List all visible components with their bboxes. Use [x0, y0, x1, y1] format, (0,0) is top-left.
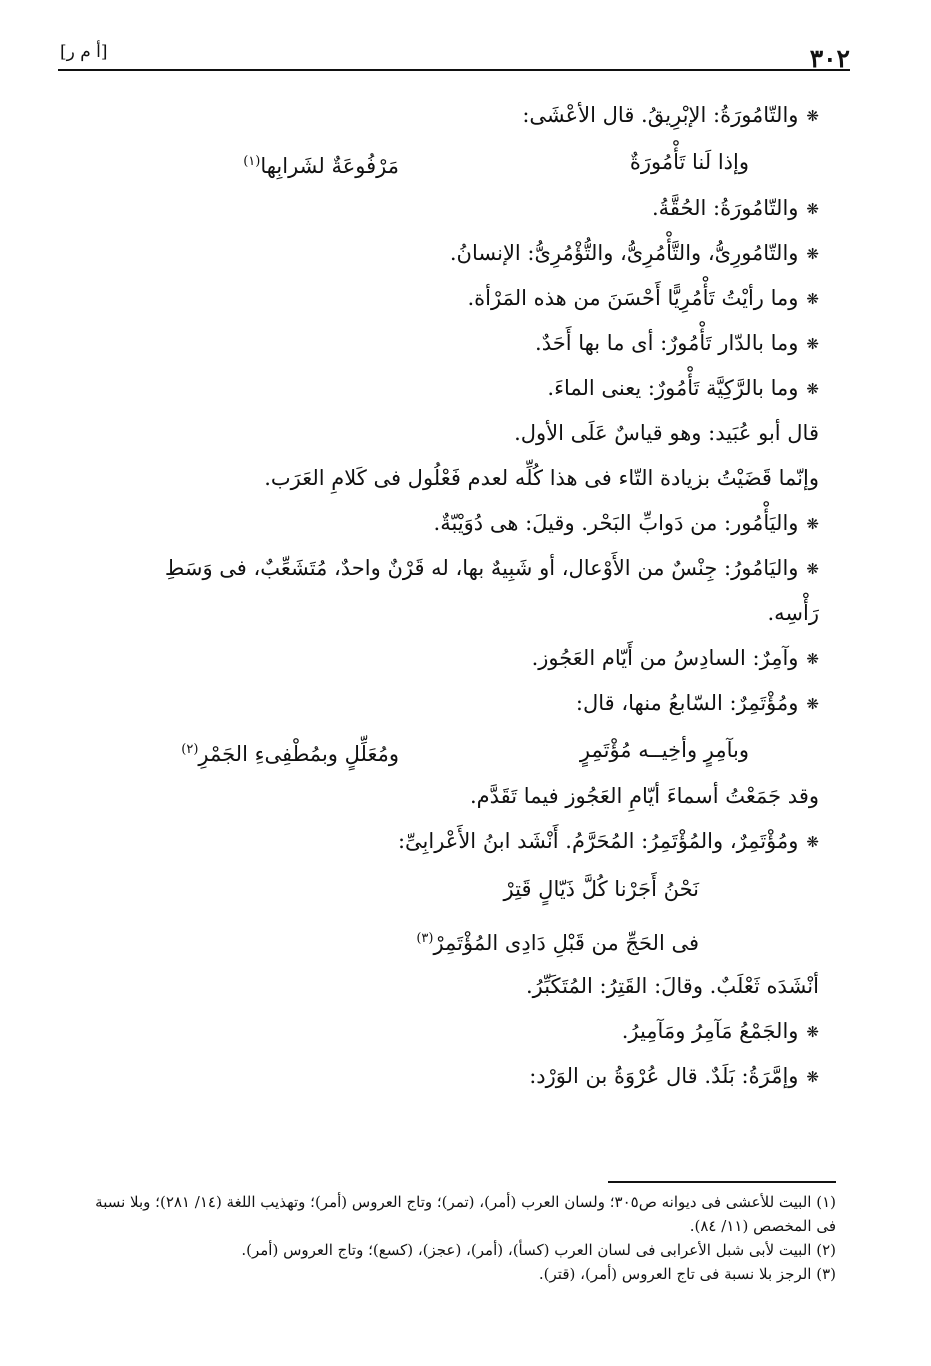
footnote-rule — [608, 1181, 836, 1183]
asterisk-icon: ❋ — [806, 515, 819, 533]
asterisk-icon: ❋ — [806, 650, 819, 668]
verse-hemistich: وبآمِرٍ وأخِيــه مُؤْتَمِرٍ — [579, 738, 749, 762]
footnote-ref: (٢) — [181, 742, 199, 757]
entry-line: ❋واليَأْمُور: من دَوابِّ البَحْر. وقيلَ: هى دُوَيْبّةٌ. — [433, 511, 819, 535]
text-line: رَأْسِه. — [767, 601, 819, 625]
main-text — [59, 93, 819, 1099]
entry-line: ❋وما بالدّار تَأْمُورٌ: أى ما بها أَحَدٌ. — [535, 331, 819, 355]
entry-line: ❋ومُؤْتَمِرٌ: السّابعُ منها، قال: — [575, 691, 819, 715]
verse-line — [59, 726, 819, 774]
footnote: (٢) البيت لأبى شبل الأعرابى فى لسان العرب (كسأ)، (أمر)، (عجز)، (كسع)؛ وتاج العروس (أمر). — [241, 1241, 836, 1259]
entry-line: ❋والتّامُورَةُ: الإبْرِيقُ. قال الأعْشَى: — [522, 103, 819, 127]
verse-hemistich: ومُعَلِّلٍ وبمُطْفِىءِ الجَمْرِ$^{(٢)}$ — [181, 742, 399, 766]
asterisk-icon: ❋ — [806, 107, 819, 125]
asterisk-icon: ❋ — [806, 1068, 819, 1086]
verse-hemistich: مَرْفُوعَةٌ لشَرابِها$^{(١)}$ — [243, 154, 399, 178]
footnote: (١) البيت للأعشى فى ديوانه ص٣٠٥؛ ولسان العرب (أمر)، (تمر)؛ وتاج العروس (أمر)؛ وتهذيب اللغة (١٤/ ٢٨١)؛ وبلا نسبة فى المخصص (١١/ ٨٤). — [95, 1193, 836, 1235]
entry-line: ❋وآمِرٌ: السادِسُ من أَيّام العَجُوز. — [531, 646, 819, 670]
verse-line: نَحْنُ أَجَرْنا كُلَّ ذَيّالٍ قَتِرْ — [503, 877, 699, 901]
text-line: وإنّما قَضَيْتُ بزيادة التّاء فى هذا كُلِّه لعدم فَعْلُول فى كَلامِ العَرَب. — [264, 466, 819, 490]
entry-line: ❋ومُؤْتَمِرٌ، والمُؤْتَمِرُ: المُحَرَّمُ. أَنْشَد ابنُ الأَعْرابِىِّ: — [397, 829, 819, 853]
entry-line: ❋والتّامُورِىُّ، والتَّأْمُرِىُّ، والتُّؤْمُرِىُّ: الإنسانُ. — [449, 241, 819, 265]
entry-line: ❋وما بالرَّكِيَّة تَأْمُورٌ: يعنى الماءَ. — [547, 376, 819, 400]
text-line: أنْشَدَه ثَعْلَبٌ. وقالَ: القَتِرُ: المُتَكَبِّرُ. — [525, 974, 819, 998]
verse-hemistich: وإذا لَنا تَأْمُورَةٌ — [629, 150, 749, 174]
asterisk-icon: ❋ — [806, 290, 819, 308]
entry-line: ❋والجَمْعُ مَآمِرُ ومَآمِيرُ. — [621, 1019, 819, 1043]
footnote: (٣) الرجز بلا نسبة فى تاج العروس (أمر)، (قتر). — [538, 1265, 836, 1283]
entry-line: ❋واليَامُورُ: جِنْسٌ من الأَوْعال، أو شَبِيهٌ بها، له قَرْنٌ واحدٌ، مُتَشَعِّبٌ، فى وَسَطِ — [164, 556, 819, 580]
asterisk-icon: ❋ — [806, 560, 819, 578]
asterisk-icon: ❋ — [806, 245, 819, 263]
asterisk-icon: ❋ — [806, 335, 819, 353]
verse-line: فى الحَجِّ من قَبْلِ دَادِى المُؤْتَمِرْ$^{(٣)}$ — [416, 931, 699, 955]
footnote-ref: (١) — [243, 154, 261, 169]
page-number: ٣٠٢ — [809, 44, 850, 73]
entry-line: ❋والتّامُورَةُ: الحُقَّةُ. — [651, 196, 819, 220]
asterisk-icon: ❋ — [806, 833, 819, 851]
header-rule — [58, 69, 850, 71]
page-header — [58, 40, 850, 73]
footnotes — [71, 1190, 836, 1286]
text-line: وقد جَمَعْتُ أسماءَ أيّامِ العَجُوز فيما تَقَدَّم. — [469, 784, 819, 808]
footnote-ref: (٣) — [416, 931, 434, 946]
entry-line: ❋وما رأيْتُ تَأْمُرِيًّا أَحْسَنَ من هذه المَرْأة. — [467, 286, 819, 310]
text-line: قال أبو عُبَيد: وهو قياسٌ عَلَى الأول. — [514, 421, 819, 445]
verse-line — [59, 138, 819, 186]
asterisk-icon: ❋ — [806, 695, 819, 713]
entry-line: ❋وإمَّرَةُ: بَلَدٌ. قال عُرْوَةُ بن الوَرْد: — [529, 1064, 819, 1088]
root-label: [أ م ر] — [60, 42, 108, 62]
asterisk-icon: ❋ — [806, 1023, 819, 1041]
asterisk-icon: ❋ — [806, 380, 819, 398]
asterisk-icon: ❋ — [806, 200, 819, 218]
